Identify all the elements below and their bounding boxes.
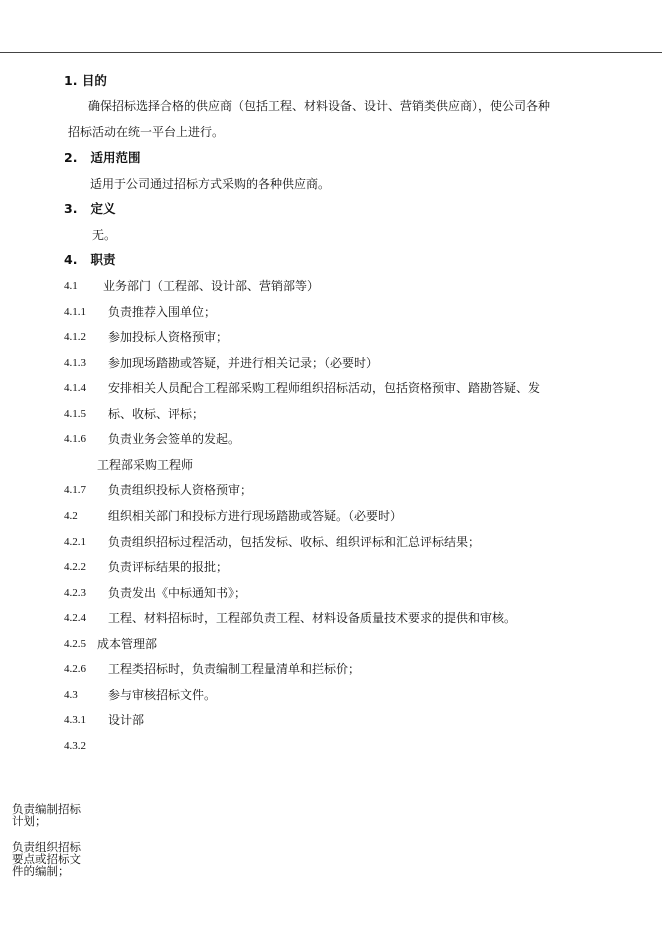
row-text: 工程类招标时，负责编制工程量清单和拦标价； (108, 662, 361, 676)
row-number: 4.2.3 (64, 587, 86, 599)
row-number: 4.1.6 (64, 433, 86, 445)
side-note-tender-docs: 负责组织招标要点或招标文件的编制； (12, 840, 81, 878)
row-text: 负责评标结果的报批； (108, 560, 229, 574)
section-1-body-line-2: 招标活动在统一平台上进行。 (68, 125, 225, 139)
row-number: 4.3.1 (64, 714, 86, 726)
row-text: 标、收标、评标； (108, 407, 205, 421)
row-number: 4.1.4 (64, 382, 86, 394)
row-number: 4.3 (64, 689, 78, 701)
header-rule (0, 52, 662, 53)
row-text: 设计部 (108, 713, 145, 727)
row-number: 4.2 (64, 510, 78, 522)
row-text: 参加投标人资格预审； (108, 330, 229, 344)
row-text: 安排相关人员配合工程部采购工程师组织招标活动，包括资格预审、踏勘答疑、发 (108, 381, 541, 395)
row-text: 组织相关部门和投标方进行现场踏勘或答疑。（必要时） (108, 509, 403, 523)
subheading-procurement-engineer: 工程部采购工程师 (97, 458, 194, 472)
row-number: 4.1.7 (64, 484, 86, 496)
row-text: 负责组织招标过程活动，包括发标、收标、组织评标和汇总评标结果； (108, 535, 481, 549)
row-text: 负责推荐入围单位； (108, 305, 217, 319)
row-number: 4.2.4 (64, 612, 86, 624)
row-text: 成本管理部 (97, 637, 158, 651)
row-number: 4.1.2 (64, 331, 86, 343)
row-number: 4.1 (64, 280, 78, 292)
side-note-planning: 负责编制招标计划； (12, 802, 81, 828)
section-4-heading: 4. 职责 (64, 252, 116, 267)
row-number: 4.1.1 (64, 306, 86, 318)
row-text: 负责组织投标人资格预审； (108, 483, 253, 497)
section-3-body: 无。 (92, 228, 117, 242)
row-text: 参与审核招标文件。 (108, 688, 217, 702)
row-number: 4.1.5 (64, 408, 86, 420)
row-number: 4.1.3 (64, 357, 86, 369)
section-2-body: 适用于公司通过招标方式采购的各种供应商。 (90, 177, 331, 191)
row-text: 业务部门（工程部、设计部、营销部等） (103, 279, 320, 293)
section-3-heading: 3. 定义 (64, 201, 116, 216)
row-text: 工程、材料招标时，工程部负责工程、材料设备质量技术要求的提供和审核。 (108, 611, 517, 625)
row-text: 负责业务会签单的发起。 (108, 432, 241, 446)
section-1-body-line-1: 确保招标选择合格的供应商（包括工程、材料设备、设计、营销类供应商），使公司各种 (88, 99, 551, 113)
row-number: 4.2.2 (64, 561, 86, 573)
section-2-heading: 2. 适用范围 (64, 150, 141, 165)
section-1-heading: 1. 目的 (64, 73, 107, 88)
row-number: 4.2.5 (64, 638, 86, 650)
row-number: 4.2.1 (64, 536, 86, 548)
row-text: 参加现场踏勘或答疑，并进行相关记录；（必要时） (108, 356, 379, 370)
row-number: 4.2.6 (64, 663, 86, 675)
row-text: 负责发出《中标通知书》； (108, 586, 247, 600)
row-number: 4.3.2 (64, 740, 86, 752)
